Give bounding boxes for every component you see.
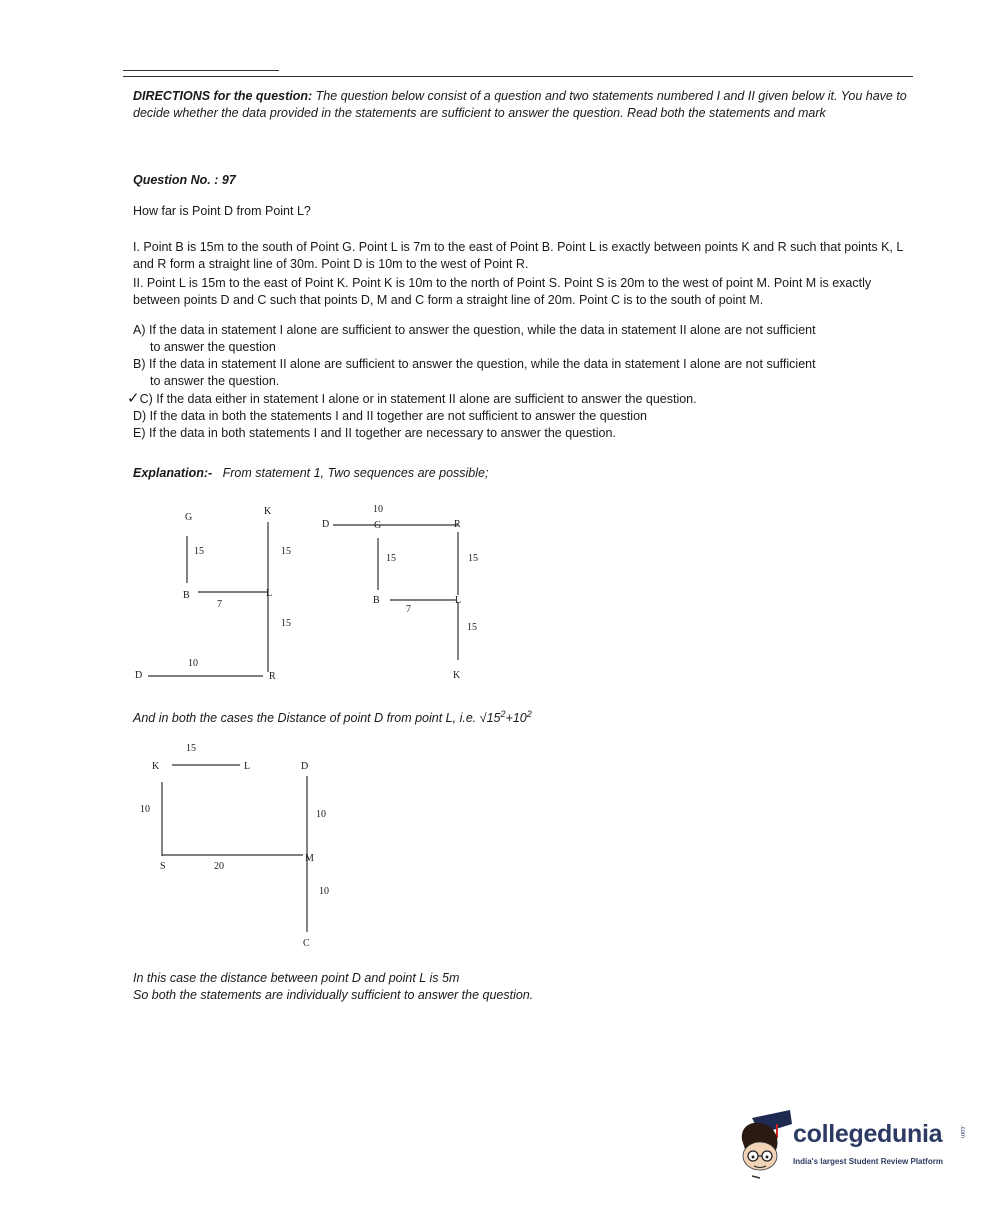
explanation-label: Explanation:- <box>133 466 213 480</box>
question-text: How far is Point D from Point L? <box>133 204 311 218</box>
d1-label-k: K <box>264 506 272 517</box>
d1-dist-kl: 15 <box>281 546 291 557</box>
diagram-1 <box>135 506 291 682</box>
d2-dist-top: 10 <box>373 504 383 515</box>
d2-dist-bl: 7 <box>406 604 411 615</box>
option-a-line1: A) If the data in statement I alone are sufficient to answer the question, while the data in statement II alone are not sufficient <box>133 323 816 337</box>
d1-label-l: L <box>266 588 273 599</box>
directions-text: The question below consist of a question and two statements numbered I and II given below it. You have to decide whether the data provided in the statements are sufficient to answer the question. Read both the statements and mark <box>133 89 907 120</box>
d3-dist-ks: 10 <box>140 804 150 815</box>
d1-label-g: G <box>185 512 193 523</box>
directions-label: DIRECTIONS for the question: <box>133 89 313 103</box>
logo-tagline: India's largest Student Review Platform <box>793 1157 943 1166</box>
d2-label-l: L <box>455 595 462 606</box>
conclusion-line1: In this case the distance between point D and point L is 5m <box>133 971 460 985</box>
statement-1: I. Point B is 15m to the south of Point G. Point L is 7m to the east of Point B. Point L is exactly between points K and R such that points K, L and R form a straight line of 30m. Point D is 10m to the west of Point R. <box>133 240 903 271</box>
d3-label-k: K <box>152 761 160 772</box>
d3-dist-sm: 20 <box>214 861 224 872</box>
d1-dist-bl: 7 <box>217 599 222 610</box>
d2-label-d: D <box>322 519 330 530</box>
both-cases-main: And in both the cases the Distance of point D from point L, i.e. √15 <box>133 711 501 726</box>
d3-label-d: D <box>301 761 309 772</box>
d2-dist-lk: 15 <box>467 622 477 633</box>
option-b-line1: B) If the data in statement II alone are sufficient to answer the question, while the data in statement I alone are not sufficient <box>133 357 816 371</box>
option-b-line2: to answer the question. <box>150 374 280 388</box>
option-a-line2: to answer the question <box>150 340 276 354</box>
d2-label-r: R <box>454 519 461 530</box>
checkmark-icon: ✓ <box>127 390 140 407</box>
diagram-3 <box>140 743 329 949</box>
conclusion-line2: So both the statements are individually sufficient to answer the question. <box>133 988 534 1002</box>
d1-dist-lr: 15 <box>281 618 291 629</box>
logo-com: .com <box>959 1125 965 1139</box>
option-e-line1: E) If the data in both statements I and II together are necessary to answer the question. <box>133 426 616 440</box>
both-cases-plus: +10 <box>505 711 527 726</box>
d3-dist-kl: 15 <box>186 743 196 754</box>
logo-mascot-icon <box>742 1110 792 1178</box>
d2-dist-gb: 15 <box>386 553 396 564</box>
d1-label-b: B <box>183 590 190 601</box>
d2-label-b: B <box>373 595 380 606</box>
d3-dist-dm: 10 <box>316 809 326 820</box>
conclusion <box>133 970 533 1004</box>
d3-label-m: M <box>305 853 314 864</box>
d3-label-c: C <box>303 938 310 949</box>
d3-label-s: S <box>160 861 166 872</box>
option-d-line1: D) If the data in both the statements I and II together are not sufficient to answer the question <box>133 409 647 423</box>
d3-label-l: L <box>244 761 251 772</box>
d2-dist-rl: 15 <box>468 553 478 564</box>
d1-dist-dr: 10 <box>188 658 198 669</box>
d1-label-d: D <box>135 670 143 681</box>
logo-wordmark: collegedunia <box>793 1120 943 1148</box>
d1-dist-gb: 15 <box>194 546 204 557</box>
explanation-text: From statement 1, Two sequences are possible; <box>222 466 489 480</box>
d2-label-k: K <box>453 670 461 681</box>
d2-label-g: G <box>374 520 382 531</box>
diagram-2 <box>322 504 478 681</box>
both-cases-sup1: 2 <box>500 709 506 719</box>
option-c-line1: C) If the data either in statement I alone or in statement II alone are sufficient to answer the question. <box>139 392 697 406</box>
both-cases-sup2: 2 <box>526 709 532 719</box>
question-number: Question No. : 97 <box>133 173 236 187</box>
statement-2: II. Point L is 15m to the east of Point K. Point K is 10m to the north of Point S. Point S is 20m to the west of point M. Point M is exactly between points D and C such that points D, M and C form a straight line of 20m. Point C is to the south of point M. <box>133 276 872 307</box>
d1-label-r: R <box>269 671 276 682</box>
both-cases-text <box>133 706 532 727</box>
d3-dist-mc: 10 <box>319 886 329 897</box>
